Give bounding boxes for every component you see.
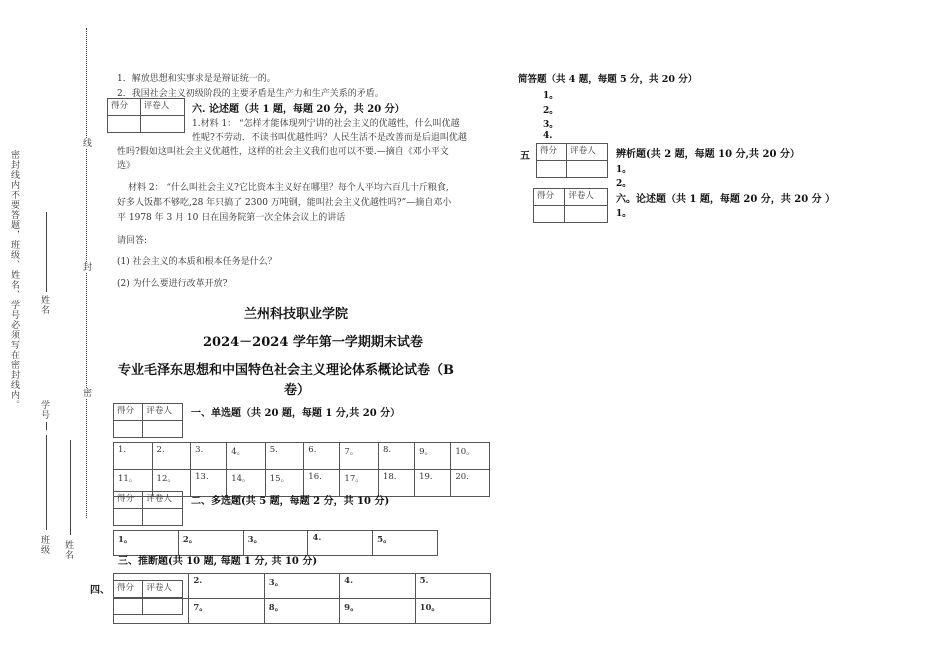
answer-cell[interactable]: 1.	[114, 443, 153, 470]
intro-line-2: 2．我国社会主义初级阶段的主要矛盾是生产力和生产关系的矛盾。	[117, 89, 384, 99]
score-label: 得分	[537, 144, 567, 161]
answer-cell[interactable]: 10。	[451, 443, 490, 470]
seal-dotted-line	[86, 28, 87, 518]
short-answer-item-4: 4.	[543, 131, 553, 141]
score-box-section6-right	[533, 188, 608, 223]
score-box-essay	[107, 98, 185, 133]
answer-cell[interactable]: 2.	[189, 574, 264, 599]
class-line	[46, 435, 47, 530]
section6-right-item-1: 1。	[616, 209, 632, 219]
answer-cell[interactable]: 8。	[264, 599, 339, 624]
section2-title: 二、多选题(共 5 题，每题 2 分，共 10 分)	[191, 496, 390, 507]
answer-cell[interactable]: 20.	[451, 470, 490, 497]
grader-label: 评卷人	[143, 404, 183, 421]
grader-label: 评卷人	[143, 581, 183, 598]
answer-cell[interactable]: 4.	[340, 574, 415, 599]
section4-label: 四、	[90, 585, 110, 596]
answer-cell[interactable]: 18.	[378, 470, 414, 497]
score-box-section1	[113, 403, 183, 438]
essay-six-title: 六. 论述题（共 1 题，每题 20 分，共 20 分）	[192, 104, 405, 115]
score-cell[interactable]	[108, 116, 141, 133]
answer-cell[interactable]: 17。	[340, 470, 379, 497]
answer-cell[interactable]: 7。	[340, 443, 379, 470]
score-label: 得分	[114, 581, 143, 598]
grader-label: 评卷人	[567, 144, 608, 161]
answer-cell[interactable]	[114, 599, 189, 624]
answer-cell[interactable]: 1。	[114, 531, 179, 556]
ask-label: 请回答:	[117, 236, 148, 246]
answer-cell[interactable]	[114, 574, 189, 599]
grader-cell[interactable]	[140, 116, 184, 133]
score-cell[interactable]	[114, 421, 143, 438]
score-cell[interactable]	[534, 206, 565, 223]
material2-line3: 平 1978 年 3 月 10 日在国务院第一次全体会议上的讲话	[117, 213, 346, 223]
score-cell[interactable]	[114, 509, 143, 526]
grader-cell[interactable]	[565, 206, 608, 223]
answer-cell[interactable]: 3。	[264, 574, 339, 599]
answer-cell[interactable]: 5.	[415, 574, 490, 599]
grader-label: 评卷人	[143, 492, 183, 509]
course-title-line1: 专业毛泽东思想和中国特色社会主义理论体系概论试卷（B	[118, 363, 454, 378]
score-label: 得分	[108, 99, 141, 116]
answer-cell[interactable]: 6.	[304, 443, 340, 470]
grader-cell[interactable]	[567, 161, 608, 178]
answer-cell[interactable]: 2。	[178, 531, 243, 556]
answer-cell[interactable]: 4。	[227, 443, 266, 470]
score-box-section2	[113, 491, 183, 526]
answer-cell[interactable]: 10。	[415, 599, 490, 624]
question-1: (1) 社会主义的本质和根本任务是什么？	[117, 257, 277, 267]
answer-cell[interactable]: 14。	[227, 470, 266, 497]
grader-cell[interactable]	[143, 421, 183, 438]
answer-cell[interactable]: 19.	[415, 470, 451, 497]
answer-cell[interactable]: 7。	[189, 599, 264, 624]
short-answer-title: 简答题（共 4 题，每题 5 分，共 20 分）	[518, 74, 698, 85]
seal-mark-feng: 封	[81, 262, 91, 272]
student-id-line	[46, 422, 47, 430]
section5-item-1: 1。	[616, 165, 632, 175]
name-label-bottom: 姓名	[63, 540, 73, 560]
short-answer-item-3: 3。	[543, 120, 559, 130]
course-title-line2: 卷）	[284, 383, 311, 398]
section5-item-2: 2。	[616, 179, 632, 189]
answer-cell[interactable]: 8.	[378, 443, 414, 470]
section5-title: 辨析题(共 2 题，每题 10 分,共 20 分）	[616, 149, 800, 160]
answer-cell[interactable]: 5。	[373, 531, 438, 556]
material1-line2: 性呢?不劳动．不读书叫优越性吗？人民生活不是改善而是后退叫优越	[192, 133, 467, 143]
section3-title: 三、推断题(共 10 题, 每题 1 分, 共 10 分)	[118, 556, 318, 567]
material2-line2: 好多人饭都不够吃,28 年只搞了 2300 万吨钢，能叫社会主义优越性吗?”—摘自邓小	[117, 198, 452, 208]
section5-label: 五	[520, 151, 530, 162]
score-label: 得分	[114, 404, 143, 421]
name-line-bottom	[70, 440, 71, 535]
exam-term: 2024－2024 学年第一学期期末试卷	[203, 335, 423, 350]
material1-line4: 选》	[117, 161, 136, 171]
seal-mark-mi: 密	[81, 388, 91, 398]
answer-cell[interactable]: 5.	[265, 443, 304, 470]
short-answer-item-2: 2。	[543, 106, 559, 116]
section1-answer-grid	[113, 442, 490, 497]
short-answer-item-1: 1。	[543, 91, 559, 101]
student-id-label: 学号	[39, 400, 49, 420]
answer-cell[interactable]: 2.	[152, 443, 191, 470]
answer-cell[interactable]: 9。	[415, 443, 451, 470]
grader-cell[interactable]	[143, 509, 183, 526]
name-line-top	[46, 212, 47, 292]
answer-cell[interactable]: 13.	[191, 470, 227, 497]
answer-cell[interactable]: 9。	[340, 599, 415, 624]
class-label: 班级	[39, 535, 49, 555]
question-2: (2) 为什么要进行改革开放?	[117, 279, 228, 289]
answer-cell[interactable]: 11。	[114, 470, 153, 497]
score-cell[interactable]	[537, 161, 567, 178]
section1-title: 一、单选题（共 20 题，每题 1 分,共 20 分）	[191, 408, 401, 419]
binding-notice: 密封线内不要答题，班级、姓名、学号必须写在密封线内。	[9, 150, 19, 410]
intro-line-1: 1．解放思想和实事求是是辩证统一的。	[117, 74, 276, 84]
section3-answer-grid	[113, 573, 491, 624]
answer-cell[interactable]: 3。	[243, 531, 308, 556]
school-name: 兰州科技职业学院	[244, 307, 349, 322]
grader-label: 评卷人	[140, 99, 184, 116]
answer-cell[interactable]: 4.	[308, 531, 373, 556]
score-box-section5	[536, 143, 608, 178]
score-label: 得分	[534, 189, 565, 206]
seal-mark-xian: 线	[81, 138, 91, 148]
grader-label: 评卷人	[565, 189, 608, 206]
material2-line1: 材料 2： “什么叫社会主义?它比资本主义好在哪里？每个人平均六百几十斤粮食,	[128, 183, 449, 193]
material1-line1: 1.材料 1： “怎样才能体现列宁讲的社会主义的优越性，什么叫优越	[192, 119, 460, 129]
answer-cell[interactable]: 12。	[152, 470, 191, 497]
score-label: 得分	[114, 492, 143, 509]
answer-cell[interactable]: 16.	[304, 470, 340, 497]
answer-cell[interactable]: 3.	[191, 443, 227, 470]
section6-right-title: 六。论述题（共 1 题，每题 20 分，共 20 分 ）	[616, 194, 836, 205]
material1-line3: 性吗?假如这叫社会主义优越性，这样的社会主义我们也可以不要.—摘自《邓小平文	[117, 147, 449, 157]
answer-cell[interactable]: 15。	[265, 470, 304, 497]
name-label-top: 姓名	[39, 295, 49, 315]
